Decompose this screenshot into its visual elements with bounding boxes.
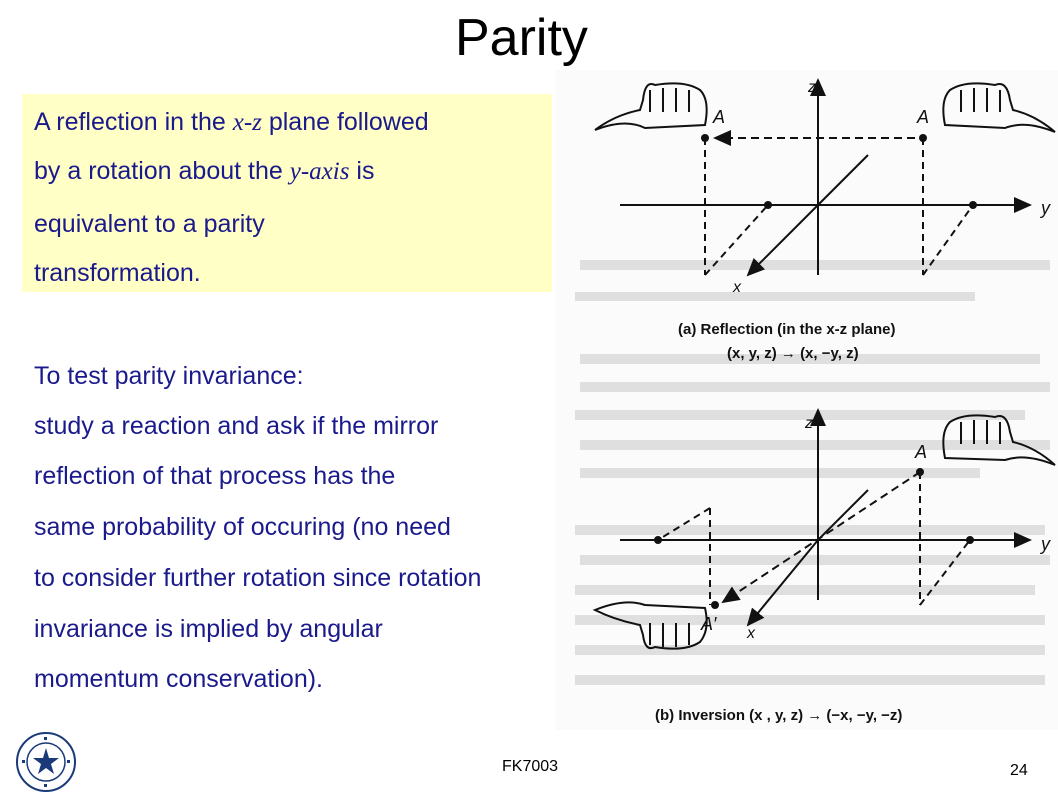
b-label-x: x bbox=[747, 625, 755, 642]
a-label-A-right: A bbox=[917, 107, 930, 127]
a-label-A-left: A bbox=[713, 107, 726, 127]
a-label-z: z bbox=[808, 79, 816, 96]
b-label-A: A bbox=[915, 442, 928, 462]
body-line-2: study a reaction and ask if the mirror bbox=[34, 412, 439, 440]
university-seal-icon bbox=[14, 730, 78, 794]
page-number: 24 bbox=[1010, 762, 1028, 779]
highlight-line-3: equivalent to a parity bbox=[34, 210, 265, 238]
b-label-A-prime: A′ bbox=[701, 614, 717, 634]
body-line-7: momentum conservation). bbox=[34, 665, 324, 693]
highlight-line-2: by a rotation about the y-axis is bbox=[34, 157, 375, 185]
body-line-4: same probability of occuring (no need bbox=[34, 513, 451, 541]
slide-title: Parity bbox=[455, 9, 588, 67]
a-label-x: x bbox=[733, 279, 741, 296]
body-line-6: invariance is implied by angular bbox=[34, 615, 383, 643]
b-label-z: z bbox=[805, 415, 813, 432]
highlight-line-1: A reflection in the x-z plane followed bbox=[34, 108, 429, 136]
highlight-line-4: transformation. bbox=[34, 259, 201, 287]
a-formula: (x, y, z) → (x, −y, z) bbox=[727, 345, 859, 362]
parity-figure bbox=[555, 70, 1058, 730]
body-line-5: to consider further rotation since rotation bbox=[34, 564, 482, 592]
body-line-1: To test parity invariance: bbox=[34, 362, 304, 390]
a-label-y: y bbox=[1041, 198, 1050, 218]
footer-course-code: FK7003 bbox=[502, 758, 559, 775]
a-caption: (a) Reflection (in the x-z plane) bbox=[678, 321, 896, 338]
b-caption: (b) Inversion (x , y, z) → (−x, −y, −z) bbox=[655, 707, 903, 724]
body-line-3: reflection of that process has the bbox=[34, 462, 396, 490]
b-label-y: y bbox=[1041, 534, 1050, 554]
